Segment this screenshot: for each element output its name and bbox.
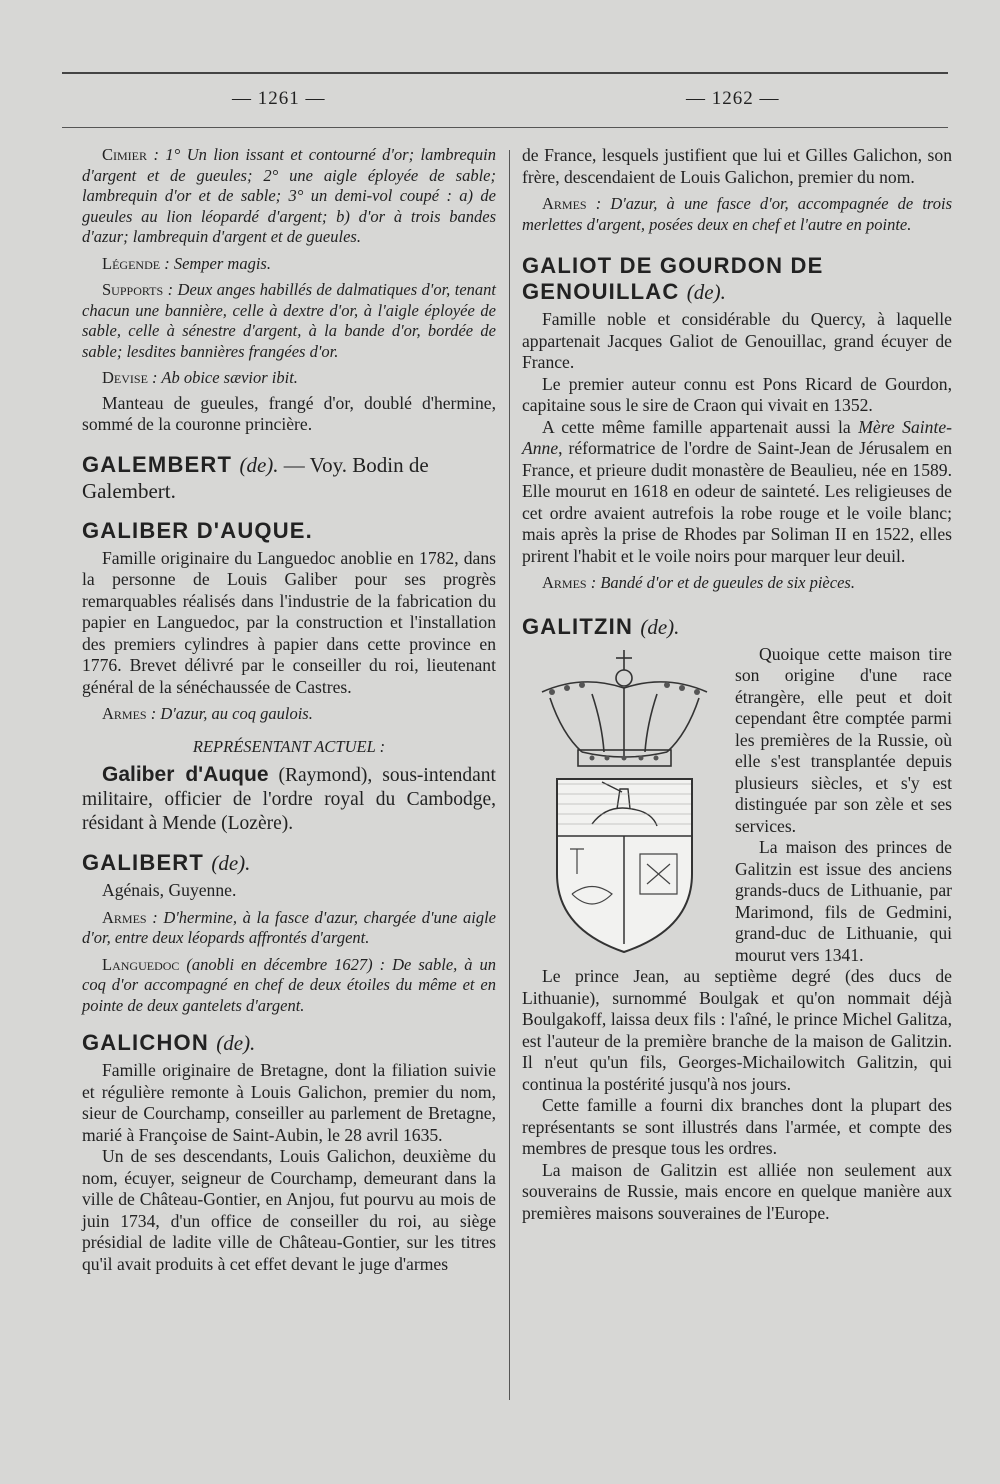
supports-paragraph: Supports : Deux anges habillés de dalmatiques d'or, tenant chacun une bannière, celle à dextre d'or, à l'aigle éployée de sable, celle à sénestre d'argent, à la bande d'or, bordée de sable; lesdites bannières frangées d'or. [82,280,496,361]
page-number-right: — 1262 — [686,88,780,109]
galichon-continuation: de France, lesquels justifient que lui et Gilles Galichon, son frère, descendaient de Louis Galichon, premier du nom. [522,145,952,187]
galiot-paragraph-2: Le premier auteur connu est Pons Ricard de Gourdon, capitaine sous le sire de Craon qui vivait en 1352. [522,373,952,415]
galitzin-paragraph-4: Cette famille a fourni dix branches dont la plupart des représentants se sont illustrés dans l'armée, et compte des membres de presque tous les ordres. [522,1095,952,1158]
galichon-heading: GALICHON (de). [82,1030,256,1055]
galitzin-heading: GALITZIN (de). [522,613,680,639]
galibert-armes: Armes : D'hermine, à la fasce d'azur, chargée d'une aigle d'or, entre deux léopards affrontés d'argent. [82,907,496,947]
galiber-paragraph: Famille originaire du Languedoc anoblie en 1782, dans la personne de Louis Galiber pour ses progrès remarquables réalisés dans l'industrie de la fabrication du papier en Languedoc, par la construction et l'installation des premiers cylindres à papier dans cette province en 1776. Brevet délivré par le conseiller du roi, lieutenant général de la sénéchaussée de Castres. [82,547,496,697]
column-divider [509,150,510,1400]
galitzin-paragraph-1: Quoique cette maison tire son origine d'une race étrangère, elle peut et doit cependant être comptée parmi les premières de la Russie, où elle s'est transplantée depuis plusieurs siècles, et s'y est distinguée par son zèle et ses services. [735,643,952,836]
galibert-region: Agénais, Guyenne. [102,880,237,900]
galitzin-paragraph-5: La maison de Galitzin est alliée non seulement aux souverains de Russie, mais encore en quelque manière aux premières maisons souveraines de l'Europe. [522,1159,952,1223]
galiber-heading: GALIBER D'AUQUE. [82,517,313,543]
galiot-armes: Armes : Bandé d'or et de gueules de six pièces. [542,573,855,592]
header-rule [62,127,948,128]
galichon-paragraph-2: Un de ses descendants, Louis Galichon, deuxième du nom, écuyer, seigneur de Courchamp, demeurant dans la ville de Château-Gontier, en Anjou, fut pourvu au mois de juin 1734, d'un office de conseiller du roi, au siège présidial de ladite ville de Château-Gontier, sur les titres qu'il avait produits à cet effet devant le juge d'armes [82,1146,496,1274]
page-number-left: — 1261 — [232,88,326,109]
left-column [82,145,496,1275]
galiber-armes: Armes : D'azur, au coq gaulois. [102,704,313,723]
galichon-paragraph-1: Famille originaire de Bretagne, dont la filiation suivie et régulière remonte à Louis Galichon, premier du nom, sieur de Courchamp, conseiller au parlement de Bretagne, marié à Françoise de Saint-Aubin, le 28 avril 1635. [82,1060,496,1145]
legende-paragraph: Légende : Semper magis. [102,253,271,273]
representant-heading: REPRÉSENTANT ACTUEL : [192,736,386,756]
galitzin-paragraph-2: La maison des princes de Galitzin est issue des anciens grands-ducs de Lithuanie, par Marimond, fils de Gedmini, grand-duc de Lithuanie, qui mourut vers 1341. [735,837,952,965]
galitzin-section [522,644,952,967]
galiot-paragraph-1: Famille noble et considérable du Quercy, à laquelle appartenait Jacques Galiot de Genouillac, grand écuyer de France. [522,309,952,372]
manteau-paragraph: Manteau de gueules, frangé d'or, doublé d'hermine, sommé de la couronne princière. [82,392,496,434]
galiot-paragraph-3: A cette même famille appartenait aussi la Mère Sainte-Anne, réformatrice de l'ordre de Saint-Jean de Jérusalem en France, et prieure dudit monastère de Beaulieu, née en 1589. Elle mourut en 1618 en odeur de sainteté. Les religieuses de cet ordre avaient autrefois la robe rouge et le voile blanc; mais après la prise de Rhodes par Soliman II en 1522, elles prirent l'habit et le voile noirs pour marquer leur deuil. [522,416,953,566]
representant-paragraph: Galiber d'Auque (Raymond), sous-intendant militaire, officier de l'ordre royal du Cambodge, résidant à Mende (Lozère). [82,763,496,834]
crown-shield-icon [522,644,727,959]
galibert-heading: GALIBERT (de). [82,850,251,875]
right-column [522,145,952,1224]
galitzin-paragraph-3: Le prince Jean, au septième degré (des ducs de Lithuanie), surnommé Boulgak et qu'on nommait déjà Boulgakoff, laissa deux fils : l'aîné, le prince Michel Galitza, est l'auteur de la première branche de la maison de Galitzin. Il n'eut qu'un fils, Georges-Michailowitch Galitzin, qui continua la postérité jusqu'à nos jours. [522,966,952,1094]
galembert-heading: GALEMBERT (de). — Voy. Bodin de Galembert. [82,451,429,503]
galiot-heading: GALIOT DE GOURDON DE GENOUILLAC (de). [522,253,824,304]
devise-paragraph: Devise : Ab obice sævior ibit. [102,368,298,387]
languedoc-paragraph: Languedoc (anobli en décembre 1627) : De sable, à un coq d'or accompagné en chef de deux étoiles du même et en pointe de deux gantelets d'argent. [82,954,496,1015]
top-rule [62,72,948,74]
cimier-paragraph: Cimier : 1° Un lion issant et contourné d'or; lambrequin d'argent et de gueules; 2° une aigle éployée de sable; lambrequin d'or et de sable; 3° un demi-vol coupé : a) de gueules au lion léopardé d'argent; b) d'or à trois bandes d'azur; lambrequin d'argent et de gueules. [82,145,496,246]
galichon-armes: Armes : D'azur, à une fasce d'or, accompagnée de trois merlettes d'argent, posées deux en chef et l'autre en pointe. [522,194,952,234]
